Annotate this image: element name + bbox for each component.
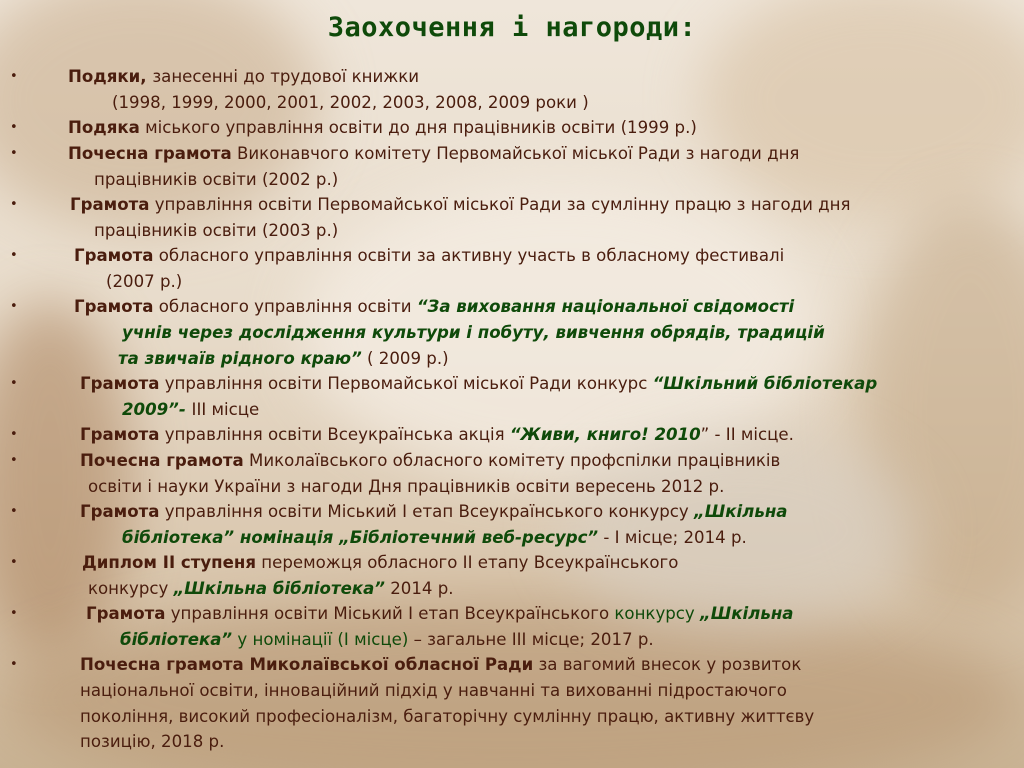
award-line (106, 269, 182, 295)
bullet-icon: • (10, 197, 18, 212)
award-type: Почесна грамота (68, 144, 232, 163)
bullet-icon: • (10, 248, 18, 263)
bullet-icon: • (10, 120, 18, 135)
award-text: занесенні до трудової книжки (152, 67, 420, 86)
award-type: Грамота (80, 425, 160, 444)
award-item (0, 422, 1010, 448)
award-type: Диплом ІІ ступеня (82, 553, 256, 572)
award-text: за вагомий внесок у розвиток (533, 655, 802, 674)
award-text: ІІІ місце (191, 399, 260, 419)
award-type: Почесна грамота Миколаївської обласної Ради (80, 655, 534, 674)
bullet-icon: • (10, 376, 18, 391)
award-line (122, 320, 825, 346)
bullet-icon: • (10, 453, 18, 468)
award-text: переможця обласного ІІ етапу Всеукраїнського (256, 553, 679, 572)
award-line (120, 627, 654, 653)
award-text: Виконавчого комітету Первомайської міської Ради з нагоди дня (231, 144, 800, 163)
award-line (122, 397, 259, 423)
award-type: Грамота (86, 604, 166, 623)
award-line (94, 218, 338, 244)
award-text: Миколаївського обласного комітету профспілки працівників (243, 451, 781, 470)
award-item (0, 448, 1010, 500)
award-line (68, 115, 697, 141)
award-item (0, 371, 1010, 423)
award-line (80, 678, 787, 704)
award-line (68, 64, 419, 90)
award-line (70, 192, 850, 218)
award-text: у номінації (І місце) (232, 629, 409, 649)
award-title: бібліотека” (120, 629, 233, 649)
award-text: управління освіти Первомайської міської Ради конкурс (159, 374, 653, 393)
award-item (0, 550, 1010, 602)
award-text: управління освіти Всеукраїнська акція (159, 425, 510, 444)
award-title: бібліотека” номінація „Бібліотечний веб-ресурс” (122, 527, 599, 547)
award-title: учнів через дослідження культури і побуту, вивчення обрядів, традицій (122, 322, 825, 342)
award-text: працівників освіти (2003 р.) (94, 220, 339, 240)
award-text: управління освіти Міський І етап Всеукраїнського (165, 604, 615, 623)
bullet-icon: • (10, 606, 18, 621)
award-line (82, 550, 678, 576)
award-text: позицію, 2018 р. (80, 732, 225, 752)
award-text: – загальне ІІІ місце; 2017 р. (408, 629, 654, 649)
award-title: „Шкільна (700, 604, 794, 623)
award-title: та звичаїв рідного краю” (118, 348, 362, 368)
award-item (0, 64, 1010, 116)
award-line (80, 704, 814, 730)
award-line (122, 525, 747, 551)
award-line (88, 576, 454, 602)
award-item (0, 601, 1010, 653)
award-line (80, 448, 780, 474)
award-text: освіти і науки України з нагоди Дня працівників освіти вересень 2012 р. (88, 476, 725, 496)
bullet-icon: • (10, 69, 18, 84)
award-title: „Шкільна бібліотека” (173, 578, 385, 598)
award-title: “Шкільний бібліотекар (652, 374, 878, 393)
award-text: конкурсу (614, 604, 701, 623)
award-title: „Шкільна (694, 502, 788, 521)
award-text: - І місце; 2014 р. (598, 527, 747, 547)
award-line (118, 346, 449, 372)
award-text: (2007 р.) (106, 271, 183, 291)
award-line (86, 601, 793, 627)
award-item (0, 192, 1010, 244)
award-line (94, 167, 338, 193)
award-type: Грамота (74, 246, 154, 265)
award-line (80, 499, 787, 525)
award-line (80, 729, 224, 755)
award-line (74, 294, 794, 320)
award-text: міського управління освіти до дня працівників освіти (1999 р.) (139, 118, 697, 137)
page-title: Заохочення і нагороди: (327, 12, 697, 43)
award-text: ( 2009 р.) (361, 348, 449, 368)
award-text: конкурсу (88, 578, 174, 598)
bullet-icon: • (10, 657, 18, 672)
award-text: управління освіти Міський І етап Всеукраїнського конкурсу (159, 502, 695, 521)
award-title: “За виховання національної свідомості (416, 297, 795, 316)
award-line (80, 652, 801, 678)
award-item (0, 652, 1010, 755)
bullet-icon: • (10, 299, 18, 314)
award-line (88, 474, 724, 500)
award-item (0, 115, 1010, 141)
bullet-icon: • (10, 427, 18, 442)
award-text: працівників освіти (2002 р.) (94, 169, 339, 189)
award-type: Грамота (80, 374, 160, 393)
award-type: Грамота (74, 297, 154, 316)
award-text: обласного управління освіти за активну участь в обласному фестивалі (153, 246, 785, 265)
award-type: Грамота (80, 502, 160, 521)
award-type: Почесна грамота (80, 451, 244, 470)
award-item (0, 499, 1010, 551)
award-line (80, 371, 877, 397)
award-title: “Живи, книго! 2010 (509, 425, 701, 444)
award-text: 2014 р. (384, 578, 454, 598)
bullet-icon: • (10, 504, 18, 519)
award-text: ” - ІІ місце. (700, 425, 794, 444)
award-type: Грамота (70, 195, 150, 214)
award-item (0, 294, 1010, 371)
award-item (0, 243, 1010, 295)
award-item (0, 141, 1010, 193)
award-text: обласного управління освіти (153, 297, 417, 316)
bullet-icon: • (10, 555, 18, 570)
award-line (112, 90, 589, 116)
award-line (80, 422, 794, 448)
award-type: Подяки, (68, 67, 153, 86)
bullet-icon: • (10, 146, 18, 161)
award-text: управління освіти Первомайської міської Ради за сумлінну працю з нагоди дня (149, 195, 851, 214)
award-text: покоління, високий професіоналізм, багаторічну сумлінну працю, активну життєву (80, 706, 815, 726)
award-text: національної освіти, інноваційний підхід у навчанні та вихованні підростаючого (80, 680, 787, 700)
award-line (74, 243, 784, 269)
award-line (68, 141, 799, 167)
award-type: Подяка (68, 118, 140, 137)
award-text: (1998, 1999, 2000, 2001, 2002, 2003, 2008, 2009 роки ) (112, 92, 589, 112)
award-title: 2009”- (122, 399, 192, 419)
